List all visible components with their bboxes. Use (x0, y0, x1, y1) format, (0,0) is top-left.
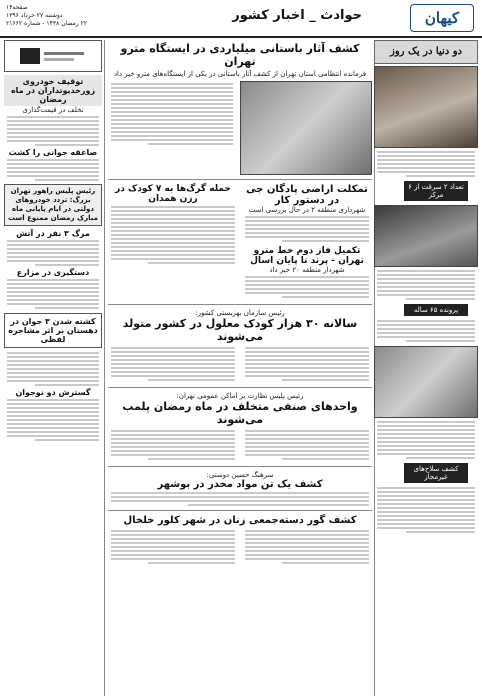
right-column (374, 40, 478, 696)
emblem-icon (18, 46, 88, 66)
issue-number: ۲۲ رمضان ۱۴۳۸ - شماره ۲۱۶۶۲ (6, 20, 88, 27)
gps-headline: تمکلت اراضی پادگان جی در دستور کار (246, 184, 368, 206)
police-box: رئیس پلیس راهور تهران بزرگ: تردد خودروهای دولتی در ایام پایانی ماه مبارک رمضان ممنوع است (4, 184, 102, 226)
metro-line-kicker: شهردار منطقه ۲۰ خبر داد (269, 266, 345, 274)
dowlat-abad-headline: دو دنیا در یک روز (389, 46, 462, 57)
gps-kicker: شهرداری منطقه ۲ در حال بررسی است (248, 206, 366, 214)
left-headline-1: صاعقه جوانی را کشت (8, 148, 98, 157)
women-gang-headline: کشف گور دسته‌جمعی زنان در شهر کلور خلخال (123, 515, 357, 526)
side-tag-1: تعداد ۲ سرقت از ۶ مرکز (404, 181, 468, 201)
issue-meta (6, 4, 87, 28)
hamadan-headline: حمله گرگ‌ها به ۷ کودک در رزن همدان (115, 184, 231, 204)
antiques-photo (240, 81, 372, 175)
guild-headline: واحدهای صنفی متخلف در ماه رمضان پلمب می‌شوند (122, 400, 358, 426)
left-column (4, 40, 102, 696)
metro-antiques-headline: کشف آثار باستانی میلیاردی در ایستگاه مترو تهران (120, 42, 360, 68)
children-headline: سالانه ۳۰ هزار کودک معلول در کشور متولد می‌شوند (122, 317, 358, 343)
crowd-photo (374, 205, 478, 267)
woman-photo (374, 66, 478, 148)
issue-date: دوشنبه ۲۷ خرداد ۱۳۹۶ (6, 12, 63, 19)
newspaper-logo: کیهان (410, 4, 474, 32)
bushehr-kicker: سرهنگ حسین دوستی: (206, 471, 274, 479)
page-number: صفحه۱۴ (6, 4, 28, 11)
left-headline-2: مرگ ۳ نفر در آتش (16, 229, 90, 238)
fuel-headline: توقیف خودروی زورخدیوتداران در ماه رمضان (4, 75, 102, 106)
children-kicker: رئیس سازمان بهزیستی کشور: (195, 309, 285, 317)
center-column (108, 40, 372, 696)
side-tag-2: پرونده ۶۵ ساله (404, 304, 468, 316)
guild-kicker: رئیس پلیس نظارت بر اماکن عمومی تهران: (176, 392, 304, 400)
side-tag-3: کشف سلاح‌های غیرمجاز (404, 463, 468, 483)
left-headline-4: گسترش دو نوجوان (15, 388, 91, 397)
fuel-kicker: تخلف در قیمت‌گذاری (22, 106, 84, 114)
metro-antiques-kicker: فرمانده انتظامی استان تهران از کشف آثار باستانی در یکی از ایستگاه‌های مترو خبر داد (113, 70, 367, 78)
left-logo-box (4, 40, 102, 72)
mine-headline: کشته شدن ۳ جوان در دهستان بر اثر مشاجره لفظی (8, 317, 98, 344)
section-title: حوادث _ اخبار کشور (232, 8, 362, 23)
soldier-photo (374, 346, 478, 418)
metro-line-headline: تکمیل فاز دوم خط مترو تهران - پرند تا پایان اسال (250, 246, 364, 266)
bushehr-headline: کشف یک تن مواد مخدر در بوشهر (157, 479, 323, 490)
masthead (0, 0, 482, 38)
left-headline-3: دستگیری در مزارع (16, 268, 90, 277)
